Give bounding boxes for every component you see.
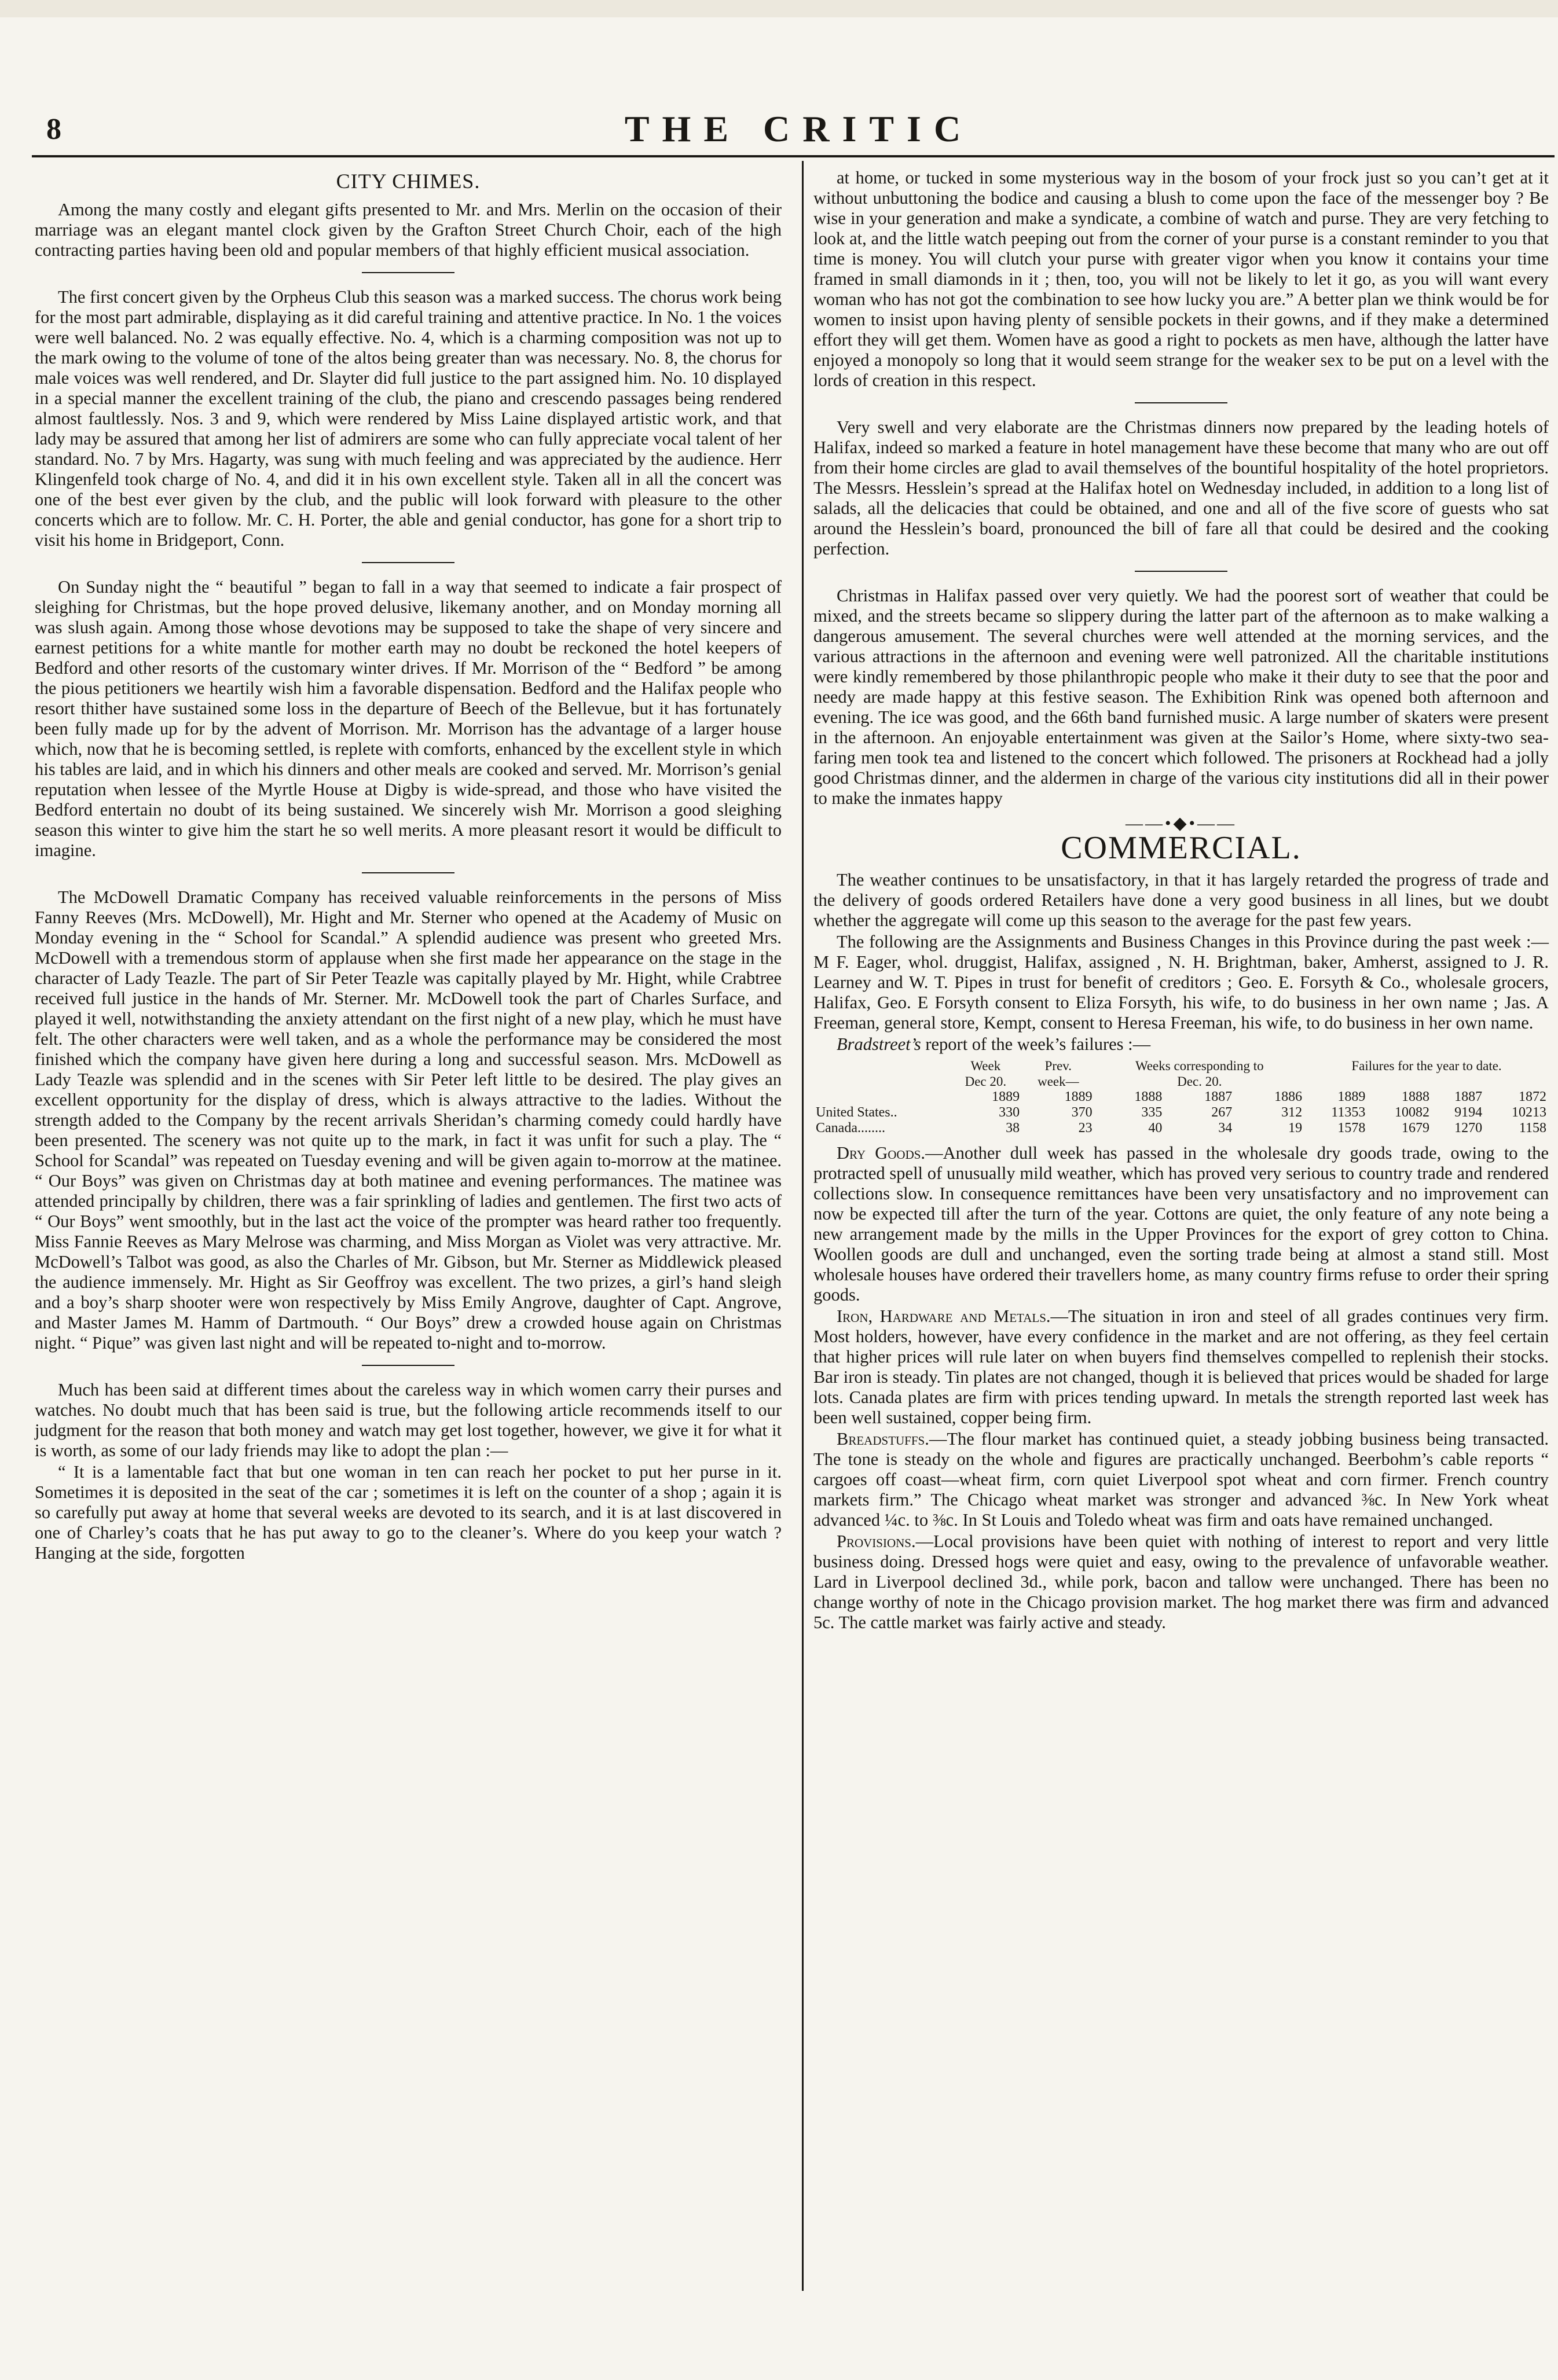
table-cell: 1578: [1337, 1121, 1366, 1136]
left-column: [35, 168, 782, 1564]
article-paragraph: Among the many costly and elegant gifts presented to Mr. and Mrs. Merlin on the occasion of their marriage was an elegant mantel clock given by the Grafton Street Church Choir, each of the high contracting parties having been old and popular members of that highly efficient musical association.: [35, 200, 782, 260]
section-separator: [362, 1365, 454, 1366]
failures-table: [813, 1058, 1549, 1136]
section-separator: [362, 272, 454, 273]
page-number: 8: [46, 113, 61, 146]
article-paragraph: Christmas in Halifax passed over very quietly. We had the poorest sort of weather that could be mixed, and the streets became so slippery during the latter part of the afternoon as to make walking a dangerous amusement. The several churches were well attended at the morning services, and the various attractions in the afternoon and evening were well patronized. All the charitable institutions were kindly remembered by those philanthropic people who make it their duty to see that the poor and needy are made happy at this festive season. The Exhibition Rink was opened both afternoon and evening. The ice was good, and the 66th band furnished music. A large number of skaters were present in the afternoon. An enjoyable entertainment was given at the Sailor’s Home, where sixty-two sea-faring men took tea and listened to the concert which followed. The prisoners at Rockhead had a jolly good Christmas dinner, and the aldermen in charge of the various city institutions did all in their power to make the inmates happy: [813, 586, 1549, 808]
table-cell: 10082: [1395, 1105, 1430, 1120]
table-cell: 330: [999, 1105, 1020, 1120]
table-cell: 370: [1071, 1105, 1093, 1120]
section-lead: Breadstuffs.: [837, 1429, 929, 1449]
table-cell: 267: [1211, 1105, 1233, 1120]
year-cell: 1887: [1204, 1089, 1233, 1104]
table-cell: 10213: [1512, 1105, 1546, 1120]
masthead: THE CRITIC: [624, 108, 974, 149]
table-row: [813, 1105, 1549, 1121]
article-paragraph: Much has been said at different times about the careless way in which women carry their purses and watches. No doubt much that has been said is true, but the following article recommends itself to our judgment for the reason that both money and watch may get lost together, however, we give it for what it is worth, as some of our lady friends may like to adopt the plan :—: [35, 1380, 782, 1460]
article-paragraph: “ It is a lamentable fact that but one woman in ten can reach her pocket to put her purse in it. Sometimes it is deposited in the seat of the car ; sometimes it is left on the counter of a shop ; again it is so carefully put away at home that several weeks are devoted to its search, and it is at last discovered in one of Charley’s coats that he has put away to go to the cleaner’s. Where do you keep your watch ? Hanging at the side, forgotten: [35, 1462, 782, 1563]
header-dec20: Dec 20.: [965, 1074, 1007, 1089]
article-paragraph: The McDowell Dramatic Company has received valuable reinforcements in the persons of Miss Fanny Reeves (Mrs. McDowell), Mr. Hight and Mr. Sterner who opened at the Academy of Music on Monday evening in the “ School for Scandal.” A splendid audience was present who greeted Mrs. McDowell with a tremendous storm of applause when she first made her appearance on the stage in the character of Lady Teazle. The part of Sir Peter Teazle was capitally played by Mr. Hight, while Crabtree received full justice in the hands of Mr. Sterner. Mr. McDowell took the part of Charles Surface, and played it well, notwithstanding the anxiety attendant on the first night of a new play, which he must have felt. The other characters were well taken, and as a whole the performance may be considered the most finished which the company have given here during a long and successful season. Mrs. McDowell as Lady Teazle was splendid and in the scenes with Sir Peter left little to be desired. The play gives an excellent opportunity for the display of dress, which is always attractive to the ladies. Without the strength added to the Company by the recent arrivals Sheridan’s charming comedy could hardly have been presented. The scenery was not quite up to the mark, in fact it was unfit for such a play. The “ School for Scandal” was repeated on Tuesday evening and will be given again to-morrow at the matinee. “ Our Boys” was given on Christmas day at both matinee and evening performances. The matinee was attended principally by children, there was a fair sprinkling of ladies and gentlemen. The first two acts of “ Our Boys” went smoothly, but in the last act the voice of the prompter was heard rather too frequently. Miss Fannie Reeves as Mary Melrose was charming, and Miss Morgan as Violet was very attractive. Mr. McDowell’s Talbot was good, as also the Charles of Mr. Gibson, but Mr. Sterner as Middlewick pleased the audience immensely. Mr. Hight as Sir Geoffroy was excellent. The two prizes, a girl’s hand sleigh and a boy’s sharp shooter were won respectively by Miss Emily Angrove, daughter of Capt. Angrove, and Master James M. Hamm of Dartmouth. “ Our Boys” drew a crowded house again on Christmas night. “ Pique” was given last night and will be repeated to-night and to-morrow.: [35, 887, 782, 1353]
year-cell: 1887: [1454, 1089, 1483, 1104]
row-label: Canada........: [816, 1121, 885, 1136]
header-rule: [32, 155, 1555, 157]
header-week: Week: [970, 1059, 1001, 1073]
article-paragraph: The weather continues to be unsatisfactory, in that it has largely retarded the progress of trade and the delivery of goods ordered Retailers have done a very good business in all lines, but we doubt whether the aggregate will come up this season to the average for the past few years.: [813, 870, 1549, 930]
bradstreet-name: Bradstreet’s: [837, 1034, 921, 1054]
column-rule: [802, 161, 804, 2291]
year-cell: 1888: [1402, 1089, 1430, 1104]
article-paragraph: On Sunday night the “ beautiful ” began to fall in a way that seemed to indicate a fair prospect of sleighing for Christmas, but the hope proved delusive, likemany another, and on Monday morning all was slush again. Among those whose devotions may be supposed to take the shape of very sincere and earnest petitions for a white mantle for mother earth may no doubt be reckoned the hotel keepers of Bedford and other resorts of the customary winter drives. If Mr. Morrison of the “ Bedford ” be among the pious petitioners we heartily wish him a favorable dispensation. Bedford and the Halifax people who resort thither have sustained some loss in the departure of Beech of the Bellevue, but it has fortunately been fully made up for by the advent of Morrison. Mr. Morrison has the advantage of a larger house which, now that he is becoming settled, is replete with comforts, enhanced by the excellent style in which his tables are laid, and in which his dinners and other meals are cooked and served. Mr. Morrison’s genial reputation when lessee of the Myrtle House at Digby is wide-spread, and those who have visited the Bedford entertain no doubt of its being sustained. We sincerely wish Mr. Morrison a good sleighing season this winter to give him the start he so well merits. A more pleasant resort it would be difficult to imagine.: [35, 577, 782, 860]
section-separator: [1135, 402, 1227, 403]
city-chimes-heading: CITY CHIMES.: [336, 170, 481, 193]
market-section-dry-goods: [813, 1143, 1549, 1305]
table-cell: 1679: [1402, 1121, 1430, 1136]
header-prev: Prev.: [1044, 1059, 1072, 1073]
year-cell: 1872: [1519, 1089, 1546, 1104]
page-edge: [0, 0, 1558, 17]
section-lead: Provisions.: [837, 1531, 916, 1551]
year-cell: 1889: [1337, 1089, 1366, 1104]
section-text: —Another dull week has passed in the wholesale dry goods trade, owing to the protracted spell of unusually mild weather, which has proved very serious to country trade and rendered collections slow. In consequence remittances have been very unsatisfactory and no improvement can now be expected till after the turn of the year. Cottons are quiet, the only feature of any note being a new arrangement made by the mills in the Upper Provinces for the export of grey cotton to China. Woollen goods are dull and unchanged, even the sorting trade being at almost a stand still. Most wholesale houses have ordered their travellers home, as many country firms refuse to order their spring goods.: [813, 1143, 1549, 1305]
year-cell: 1886: [1274, 1089, 1303, 1104]
article-paragraph: The first concert given by the Orpheus Club this season was a marked success. The chorus work being for the most part admirable, displaying as it did careful training and attentive practice. In No. 1 the voices were well balanced. No. 2 was equally effective. No. 4, which is a charming composition was not up to the mark owing to the volume of tone of the altos being greater than was necessary. No. 8, the chorus for male voices was well rendered, and Dr. Slayter did full justice to the part assigned him. No. 10 displayed in a special manner the excellent training of the club, the piano and crescendo passages being rendered almost faultlessly. Nos. 3 and 9, which were rendered by Miss Laine displayed artistic work, and that lady may be assured that among her list of admirers are some who can fully appreciate vocal talent of her standard. No. 7 by Mrs. Hagarty, was sung with much feeling and was appreciated by the audience. Herr Klingenfeld took charge of No. 4, and did it in his own excellent style. Taken all in all the concert was one of the best ever given by the club, and the public will look forward with pleasure to the other concerts which are to follow. Mr. C. H. Porter, the able and genial conductor, has gone for a short trip to visit his home in Bridgeport, Conn.: [35, 287, 782, 550]
table-year-row: [813, 1089, 1549, 1105]
table-cell: 11353: [1331, 1105, 1366, 1120]
section-text: —Local provisions have been quiet with nothing of interest to report and very little business doing. Dressed hogs were quiet and easy, owing to the prevalence of unfavorable weather. Lard in Liverpool declined 3d., while pork, bacon and tallow were unchanged. There has been no change worthy of note in the Chicago provision market. The hog market there was firm and advanced 5c. The cattle market was fairly active and steady.: [813, 1531, 1549, 1632]
header-week-dash: week—: [1038, 1074, 1079, 1089]
table-cell: 9194: [1454, 1105, 1483, 1120]
table-header-row: [813, 1058, 1549, 1074]
section-text: —The flour market has continued quiet, a steady jobbing business being transacted. The tone is steady on the whole and figures are practically unchanged. Beerbohm’s cable reports “ cargoes off coast—wheat firm, corn quiet Liverpool spot wheat and corn firmer. French country markets firm.” The Chicago wheat market was stronger and advanced ⅜c. In New York wheat advanced ¼c. to ⅜c. In St Louis and Toledo wheat was firm and oats have remained unchanged.: [813, 1429, 1549, 1530]
section-separator: [362, 872, 454, 873]
commercial-heading: COMMERCIAL.: [1061, 830, 1302, 866]
section-lead: Dry Goods.: [837, 1143, 926, 1163]
section-separator: [1135, 571, 1227, 572]
table-cell: 38: [1006, 1121, 1020, 1136]
year-cell: 1888: [1134, 1089, 1163, 1104]
table-header-row: [813, 1074, 1549, 1089]
header-corresponding: Weeks corresponding to: [1135, 1059, 1264, 1073]
row-label: United States..: [816, 1105, 897, 1120]
bradstreet-intro: [813, 1034, 1549, 1055]
bradstreet-text: report of the week’s failures :—: [921, 1034, 1151, 1054]
table-cell: 335: [1141, 1105, 1163, 1120]
article-paragraph: at home, or tucked in some mysterious way in the bosom of your frock just so you can’t get at it without unbuttoning the bodice and causing a blush to come upon the face of the messenger boy ? Be wise in your generation and make a syndicate, a combine of watch and purse. They are very fetching to look at, and the little watch peeping out from the corner of your purse is a constant reminder to you that time is money. You will clutch your purse with greater vigor when you know it contains your time framed in small diamonds in it ; then, too, you will not be likely to let it go, as you will want every woman who has not got the combination to see how lucky you are.” A better plan we think would be for women to insist upon having plenty of sensible pockets in their gowns, and if they make a determined effort they will get them. Women have as good a right to pockets as men have, although the latter have enjoyed a monopoly so long that it would seem strange for the weaker sex to be put on a level with the lords of creation in this respect.: [813, 168, 1549, 390]
table-cell: 23: [1078, 1121, 1093, 1136]
header-failures: Failures for the year to date.: [1351, 1059, 1502, 1073]
market-section-breadstuffs: [813, 1429, 1549, 1530]
table-cell: 1270: [1454, 1121, 1483, 1136]
header-dec20-b: Dec. 20.: [1177, 1074, 1222, 1089]
section-text: —The situation in iron and steel of all grades continues very firm. Most holders, however, have every confidence in the market and are not offering, as they feel certain that higher prices will rule later on when buyers find themselves compelled to replenish their stocks. Bar iron is steady. Tin plates are not changed, though it is believed that prices would be shaded for large lots. Canada plates are firm with prices tending upward. In metals the strength reported last week has been well sustained, copper being firm.: [813, 1306, 1549, 1427]
article-paragraph: Very swell and very elaborate are the Christmas dinners now prepared by the leading hotels of Halifax, indeed so marked a feature in hotel management have these become that many who are out off from their home circles are glad to avail themselves of the bountiful hospitality of the hotel proprietors. The Messrs. Hesslein’s spread at the Halifax hotel on Wednesday included, in addition to a long list of salads, all the delicacies that could be obtained, and one and all of the five score of guests who sat around the Hesslein’s board, pronounced the bill of fare all that could be desired and the cooking perfection.: [813, 417, 1549, 559]
table-cell: 34: [1218, 1121, 1233, 1136]
year-cell: 1889: [992, 1089, 1020, 1104]
market-section-iron: [813, 1306, 1549, 1428]
market-section-provisions: [813, 1531, 1549, 1633]
table-cell: 1158: [1519, 1121, 1546, 1136]
table-row: [813, 1121, 1549, 1136]
right-column: [813, 168, 1549, 1634]
table-cell: 19: [1288, 1121, 1303, 1136]
ornament-divider: ——•◆•——: [1125, 814, 1237, 833]
section-lead: Iron, Hardware and Metals.: [837, 1306, 1051, 1326]
table-cell: 312: [1281, 1105, 1303, 1120]
section-separator: [362, 562, 454, 563]
table-cell: 40: [1148, 1121, 1163, 1136]
year-cell: 1889: [1064, 1089, 1093, 1104]
article-paragraph: The following are the Assignments and Business Changes in this Province during the past week :—M F. Eager, whol. druggist, Halifax, assigned , N. H. Brightman, baker, Amherst, assigned to J. R. Learney and W. T. Pipes in trust for benefit of creditors ; Geo. E. Forsyth & Co., wholesale grocers, Halifax, Geo. E Forsyth consent to Eliza Forsyth, his wife, to do business in her own name ; Jas. A Freeman, general store, Kempt, consent to Heresa Freeman, his wife, to do business in her own name.: [813, 932, 1549, 1033]
page-header: [46, 108, 1552, 154]
